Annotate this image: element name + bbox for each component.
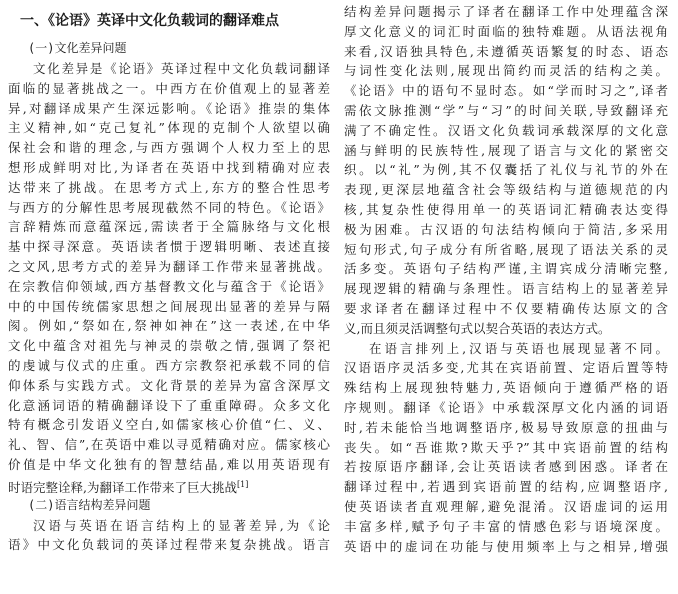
text-line <box>344 537 668 557</box>
text-line <box>8 59 330 79</box>
text-line-content: 面临的显著挑战之一。中西方在价值观上的显著差 <box>8 80 330 96</box>
text-line-content: 在语言排列上,汉语与英语也展现显著不同。 <box>369 340 668 356</box>
text-line-content: 表现,更深层地蕴含社会等级结构与道德规范的内 <box>344 182 668 198</box>
text-line-content: 之文风,思考方式的差异为翻译工作带来显著挑战。 <box>8 258 330 274</box>
left-column <box>8 0 330 555</box>
text-line-content: 特有概念引发语义空白,如儒家核心价值“仁、义、 <box>8 417 330 433</box>
text-line-content: 若按原语序翻译,会让英语读者感到困惑。译者在 <box>344 459 668 475</box>
text-line <box>344 141 668 161</box>
text-line-content: 翻译过程中,若遇到宾语前置的结构,应调整语序, <box>344 479 668 495</box>
text-line <box>344 220 668 240</box>
text-line <box>8 217 330 237</box>
text-line-content: 满了不确定性。汉语文化负载词承载深厚的文化意 <box>344 122 668 138</box>
text-line-content: 言辞精炼而意蕴深远,需读者于全篇脉络与文化根 <box>8 219 330 235</box>
text-line-content: 序规则。翻译《论语》中承载深厚文化内涵的词语 <box>344 399 668 415</box>
text-line-content: 需依文脉推测“学”与“习”的时间关联,导致翻译充 <box>344 102 668 118</box>
text-line <box>8 79 330 99</box>
text-line <box>344 358 668 378</box>
text-line-content: 活多变。英语句子结构严谨,主谓宾成分清晰完整, <box>344 261 668 277</box>
text-line <box>8 396 330 416</box>
text-line-content: 义,而且须灵活调整句式以契合英语的表达方式。 <box>344 320 611 336</box>
paragraph-language-structure-cont <box>344 2 668 339</box>
text-line <box>344 497 668 517</box>
paragraph-word-order <box>344 339 668 557</box>
text-line <box>8 435 330 455</box>
subsection-title-cultural-difference: (一)文化差异问题 <box>28 41 127 55</box>
text-line <box>8 118 330 138</box>
text-line-content: 丧失。如“吾谁欺?欺天乎?”其中宾语前置的结构 <box>344 439 668 455</box>
text-line-content: 文化中蕴含对祖先与神灵的崇敬之情,强调了祭祀 <box>8 338 330 354</box>
text-line <box>8 198 330 218</box>
text-line <box>344 42 668 62</box>
text-line-content: 时语完整诠释,为翻译工作带来了巨大挑战[1] <box>8 479 249 495</box>
text-line <box>8 316 330 336</box>
text-line <box>344 2 668 22</box>
text-line <box>8 99 330 119</box>
text-line-content: 时,若未能恰当地调整语序,极易导致原意的扭曲与 <box>344 419 668 435</box>
text-line-content: 汉语与英语在语言结构上的显著差异,为《论 <box>33 517 330 533</box>
text-line <box>344 160 668 180</box>
text-line-content: 主义精神,如“克己复礼”体现的克制个人欲望以确 <box>8 120 330 136</box>
text-line-content: 达带来了挑战。在思考方式上,东方的整合性思考 <box>8 179 330 195</box>
text-line <box>344 81 668 101</box>
text-line-content: 与西方的分解性思考展现截然不同的特色。《论语》 <box>8 199 330 215</box>
text-line <box>344 240 668 260</box>
text-line-content: 结构差异问题揭示了译者在翻译工作中处理蕴含深 <box>344 4 668 19</box>
text-line <box>8 455 330 475</box>
text-line <box>344 180 668 200</box>
text-line-content: 与词性变化法则,展现出简约而灵活的结构之美。 <box>344 63 668 79</box>
text-line-content: 礼、智、信”,在英语中难以寻觅精确对应。儒家核心 <box>8 437 330 453</box>
text-line <box>344 339 668 359</box>
text-line <box>344 121 668 141</box>
right-column <box>344 2 668 556</box>
text-line <box>8 336 330 356</box>
paragraph-language-structure-start <box>8 516 330 556</box>
text-line-content: 文化差异是《论语》英译过程中文化负载词翻译 <box>33 61 330 76</box>
text-line <box>8 257 330 277</box>
text-line <box>8 535 330 555</box>
text-line-content: 的虔诚与仪式的庄重。西方宗教祭祀承载不同的信 <box>8 357 330 373</box>
text-line-content: 中的中国传统儒家思想之间展现出显著的差异与隔 <box>8 298 330 314</box>
text-line-content: 使英语读者直观理解,避免混淆。汉语虚词的运用 <box>344 498 668 514</box>
text-line-content: 《论语》中的语句不显时态。如“学而时习之”,译者 <box>344 83 668 99</box>
text-line <box>344 438 668 458</box>
text-line <box>344 517 668 537</box>
section-title: 一、《论语》英译中文化负载词的翻译难点 <box>20 13 279 29</box>
text-line-content: 来看,汉语独具特色,未遵循英语繁复的时态、语态 <box>344 43 668 59</box>
text-line <box>344 259 668 279</box>
text-line <box>8 237 330 257</box>
text-line <box>344 200 668 220</box>
text-line <box>344 22 668 42</box>
text-line <box>344 319 668 339</box>
text-line <box>344 378 668 398</box>
text-line-content: 异,对翻译成果产生深远影响。《论语》推崇的集体 <box>8 100 330 116</box>
text-line-content: 核,其复杂性使得用单一的英语词汇精确表达变得 <box>344 201 668 217</box>
text-line <box>8 138 330 158</box>
text-line <box>8 277 330 297</box>
text-line-content: 短句形式,句子成分有所省略,展现了语法关系的灵 <box>344 241 668 257</box>
text-line-content: 丰富多样,赋予句子丰富的情感色彩与语境深度。 <box>344 518 668 534</box>
text-line-content: 织。以“礼”为例,其不仅囊括了礼仪与礼节的外在 <box>344 162 668 178</box>
text-line-content: 汉语语序灵活多变,尤其在宾语前置、定语后置等特 <box>344 360 668 376</box>
citation-marker[interactable]: [1] <box>236 479 249 489</box>
text-line <box>344 457 668 477</box>
text-line-content: 极为困难。古汉语的句法结构倾向于简洁,多采用 <box>344 221 668 237</box>
text-line-content: 化意涵词语的精确翻译设下了重重障碍。众多文化 <box>8 397 330 413</box>
text-line <box>344 279 668 299</box>
text-line-content: 要求译者在翻译过程中不仅要精确传达原文的含 <box>344 300 668 316</box>
text-line <box>8 158 330 178</box>
text-line-content: 阂。例如,“祭如在,祭神如神在”这一表述,在中华 <box>8 318 330 334</box>
text-line <box>8 297 330 317</box>
text-line-content: 想形成鲜明对比,为译者在英语中找到精确对应表 <box>8 159 330 175</box>
text-line-content: 展现逻辑的精确与条理性。语言结构上的显著差异 <box>344 281 668 297</box>
text-line-content: 基中探寻深意。英语读者惯于逻辑明晰、表述直接 <box>8 239 330 255</box>
text-line-content: 殊结构上展现独特魅力,英语倾向于遵循严格的语 <box>344 380 668 396</box>
text-line <box>344 418 668 438</box>
text-line-content: 仰体系与实践方式。文化背景的差异为富含深厚文 <box>8 377 330 393</box>
text-line-content: 在宗教信仰领域,西方基督教文化与蕴含于《论语》 <box>8 278 330 294</box>
text-line <box>344 398 668 418</box>
text-line <box>344 477 668 497</box>
subsection-title-language-structure: (二)语言结构差异问题 <box>28 497 151 512</box>
text-line <box>344 61 668 81</box>
text-line <box>8 475 330 495</box>
text-line-content: 保社会和谐的理念,与西方强调个人权力至上的思 <box>8 140 330 156</box>
text-line-content: 英语中的虚词在功能与使用频率上与之相异,增强 <box>344 538 668 554</box>
text-line <box>8 415 330 435</box>
text-line <box>8 178 330 198</box>
text-line <box>8 376 330 396</box>
text-line <box>8 516 330 536</box>
text-line-content: 语》中文化负载词的英译过程带来复杂挑战。语言 <box>8 537 330 553</box>
text-line-content: 价值是中华文化独有的智慧结晶,难以用英语现有 <box>8 456 330 472</box>
text-line <box>344 299 668 319</box>
text-line-content: 涵与鲜明的民族特性,展现了语言与文化的紧密交 <box>344 142 668 158</box>
text-line <box>8 356 330 376</box>
paragraph-cultural-difference <box>8 59 330 495</box>
text-line <box>344 101 668 121</box>
text-line-content: 厚文化意义的词汇时面临的独特难题。从语法视角 <box>344 23 668 39</box>
